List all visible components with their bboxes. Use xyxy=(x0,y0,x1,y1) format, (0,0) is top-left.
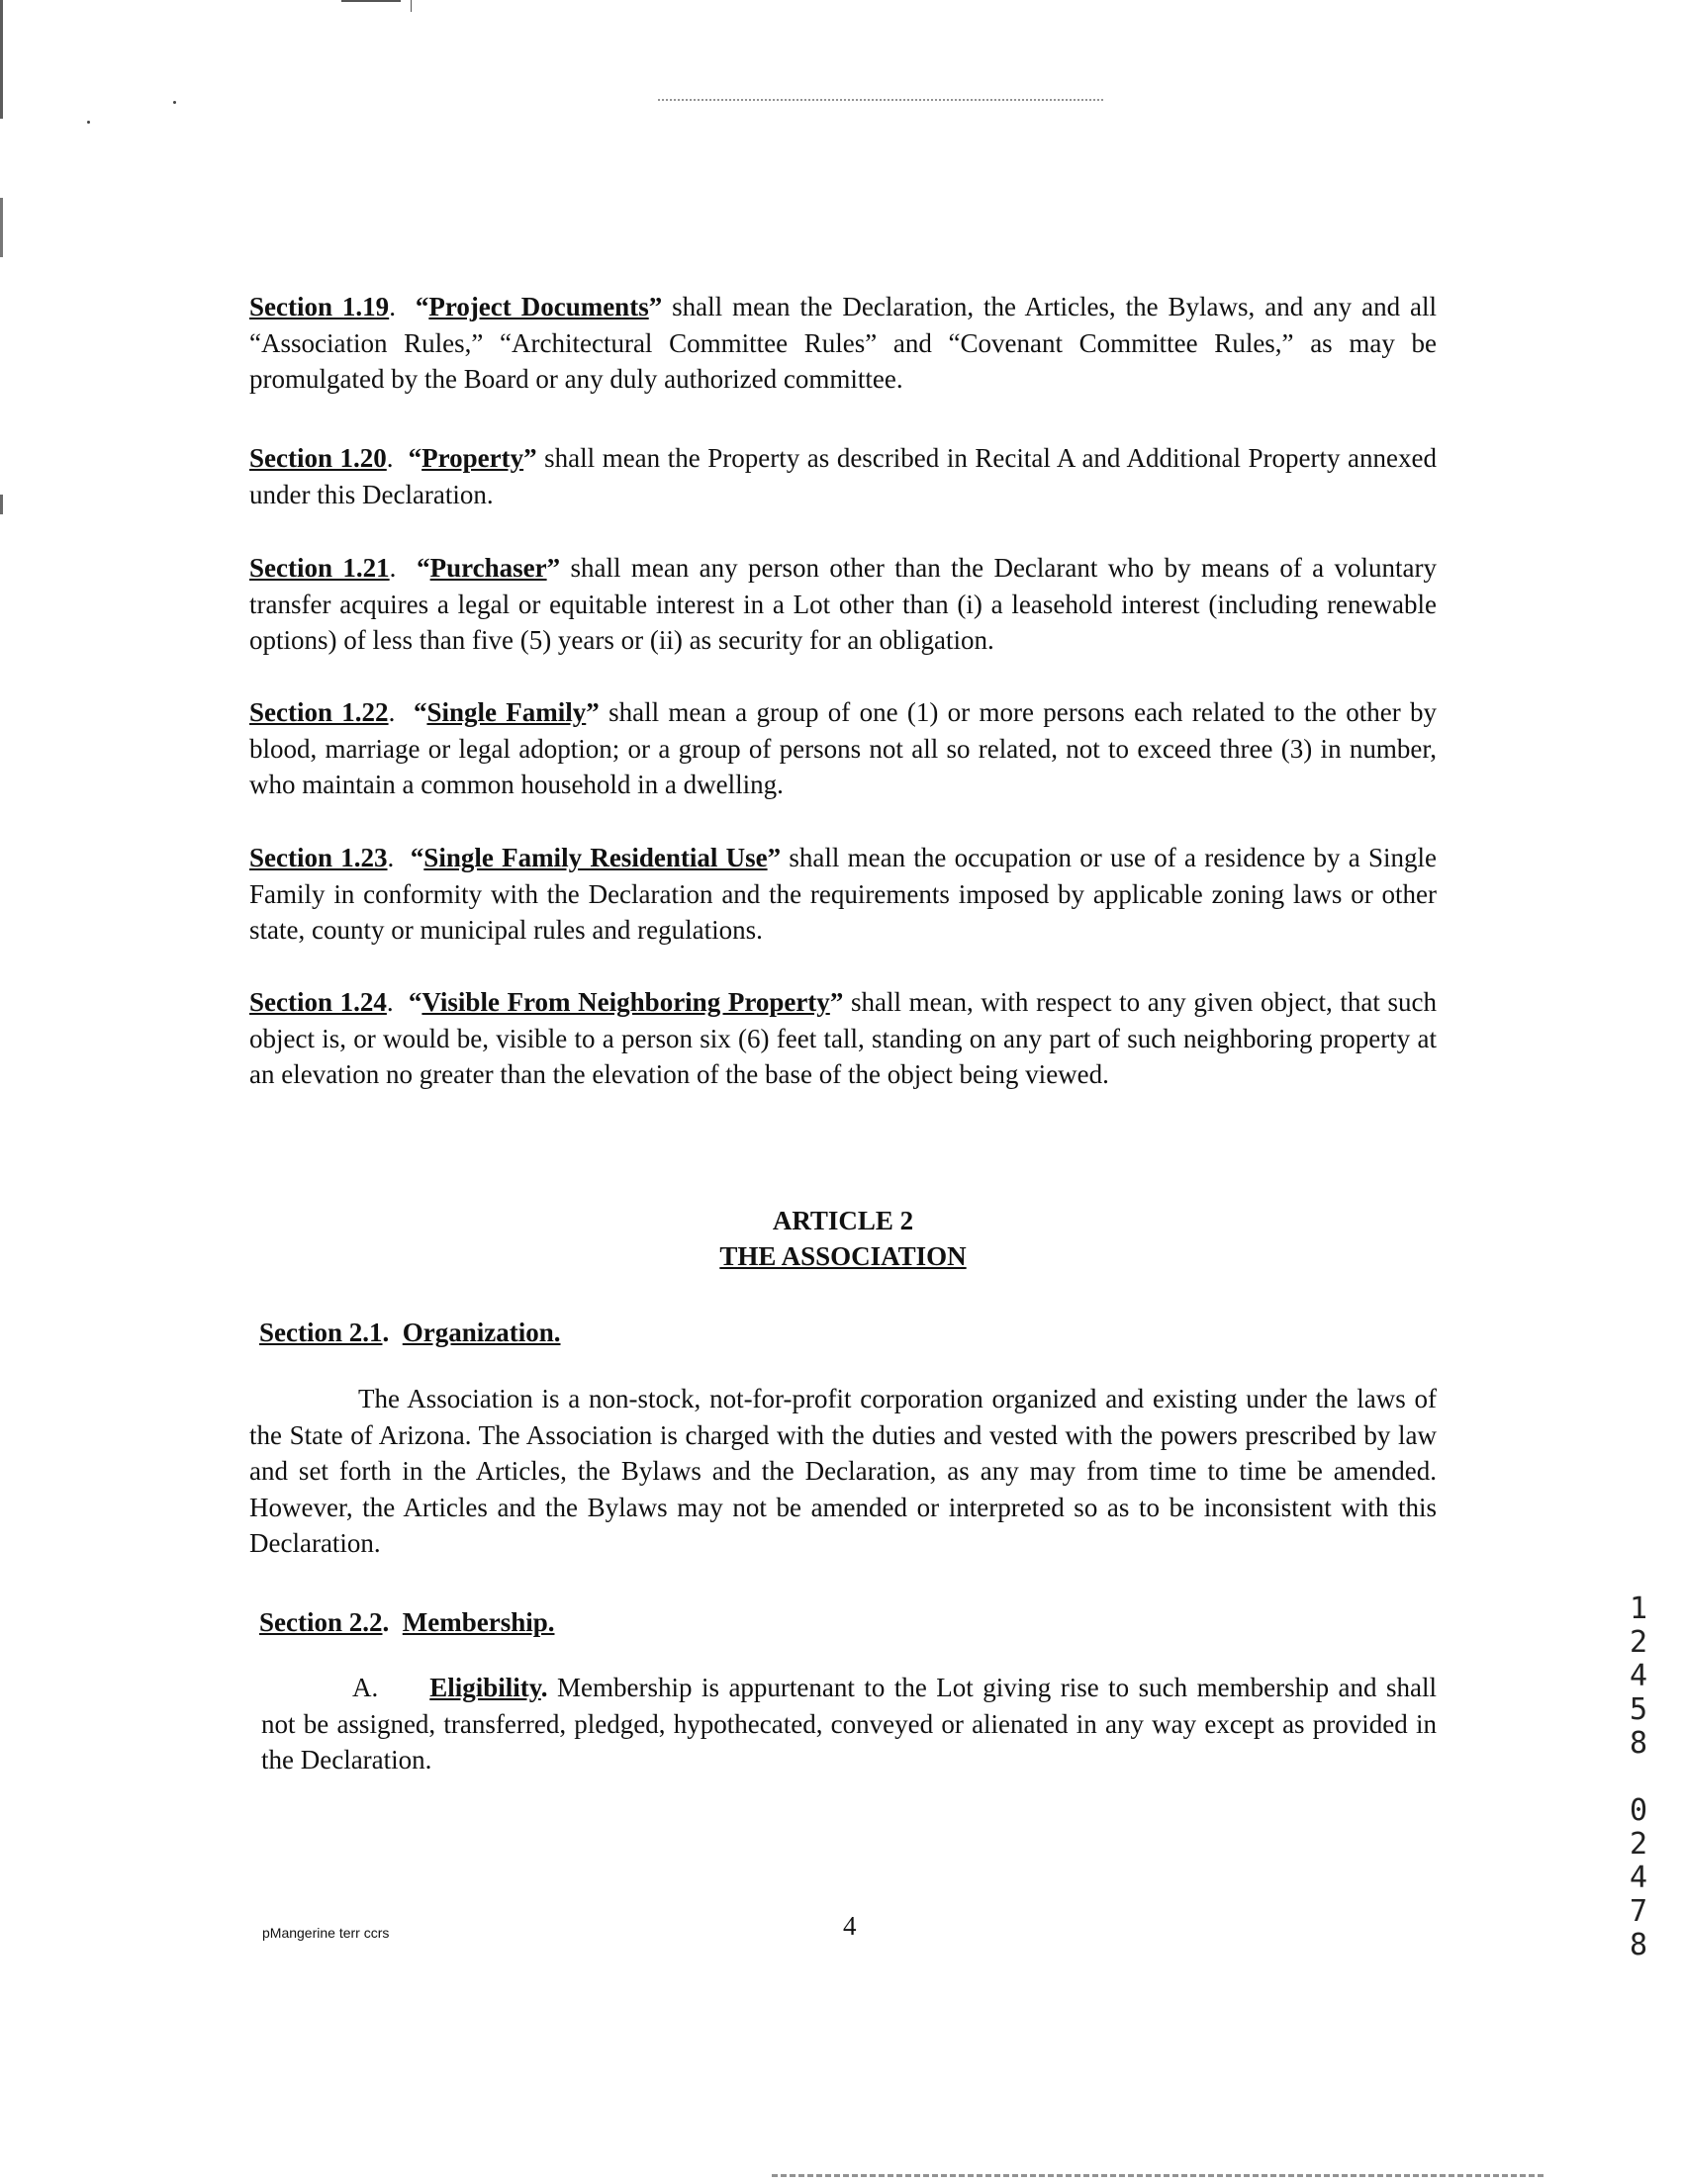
section-label: Section 1.19 xyxy=(249,292,390,321)
section-label: Section 1.22 xyxy=(249,697,389,727)
defined-term: “Property” xyxy=(408,443,537,473)
scan-speck xyxy=(87,121,90,124)
scan-edge-artifact xyxy=(0,0,3,2184)
article-title: THE ASSOCIATION xyxy=(719,1241,967,1271)
defined-term: “Purchaser” xyxy=(417,553,561,583)
footer-file-name: pMangerine terr ccrs xyxy=(262,1925,390,1941)
section-2-1-body: The Association is a non-stock, not-for-profit corporation organized and existing under the laws of the State of Arizona. The Association is charged with the duties and vested with the powers prescribed by law and set forth in the Articles, the Bylaws and the Declaration, as any may from time to time be amended. However, the Articles and the Bylaws may not be amended or interpreted so as to be inconsistent with this Declaration. xyxy=(249,1384,1437,1558)
section-text: shall mean any person other than the Declarant who by means of a voluntary transfer acquires a legal or equitable interest in a Lot other than (i) a leasehold interest (including renewable options) of less than five (5) years or (ii) as security for an obligation. xyxy=(249,553,1438,655)
article-heading xyxy=(249,1203,1437,1274)
defined-term: “Single Family Residential Use” xyxy=(410,843,782,872)
scan-bottom-artifact xyxy=(772,2174,1544,2177)
section-heading: Membership. xyxy=(402,1607,555,1637)
section-2-2-item-a xyxy=(261,1670,1437,1778)
section-text: shall mean the occupation or use of a residence by a Single Family in conformity with the Declaration and the requirements imposed by applicable zoning laws or other state, county or municipal rules and regulations. xyxy=(249,843,1437,945)
section-1-24: Section 1.24. “Visible From Neighboring Property” shall mean, with respect to any given object, that such object is, or would be, visible to a person six (6) feet tall, standing on any part of such neighboring property at an elevation no greater than the elevation of the base of the object being viewed. xyxy=(249,987,1438,1089)
section-1-22: Section 1.22. “Single Family” shall mean a group of one (1) or more persons each related to the other by blood, marriage or legal adoption; or a group of persons not all so related, not to exceed three (3) in number, who maintain a common household in a dwelling. xyxy=(249,697,1438,799)
scan-speck xyxy=(173,101,176,104)
section-text: shall mean, with respect to any given object, that such object is, or would be, visible to a person six (6) feet tall, standing on any part of such neighboring property at an elevation no greater than the elevation of the base of the object being viewed. xyxy=(249,987,1438,1089)
section-2-1-heading: Section 2.1. Organization. xyxy=(259,1318,561,1347)
defined-term: “Single Family” xyxy=(413,697,600,727)
item-heading: Eligibility. xyxy=(429,1673,548,1702)
scan-dotted-artifact xyxy=(658,99,1103,101)
section-text: shall mean the Declaration, the Articles, the Bylaws, and any and all “Association Rules,” “Architectural Committee Rules” and “Covenant Committee Rules,” as may be promulgated by the Board or any duly authorized committee. xyxy=(249,292,1437,394)
section-text: shall mean the Property as described in Recital A and Additional Property annexed under this Declaration. xyxy=(249,443,1437,509)
section-label: Section 1.21 xyxy=(249,553,390,583)
article-number: ARTICLE 2 xyxy=(772,1206,914,1235)
section-label: Section 1.23 xyxy=(249,843,388,872)
scan-top-artifact xyxy=(411,0,412,12)
recording-number-stamp: 1 2 4 5 8 0 2 4 7 8 xyxy=(1629,1592,1648,1962)
defined-term: “Project Documents” xyxy=(415,292,663,321)
section-1-20: Section 1.20. “Property” shall mean the Property as described in Recital A and Additional Property annexed under this Declaration. xyxy=(249,443,1437,509)
section-1-21: Section 1.21. “Purchaser” shall mean any person other than the Declarant who by means of a voluntary transfer acquires a legal or equitable interest in a Lot other than (i) a leasehold interest (including renewable options) of less than five (5) years or (ii) as security for an obligation. xyxy=(249,553,1438,655)
section-label: Section 2.1 xyxy=(259,1318,383,1347)
section-label: Section 2.2 xyxy=(259,1607,383,1637)
item-letter: A. xyxy=(352,1673,379,1702)
section-1-19: Section 1.19. “Project Documents” shall mean the Declaration, the Articles, the Bylaws, and any and all “Association Rules,” “Architectural Committee Rules” and “Covenant Committee Rules,” as may be promulgated by the Board or any duly authorized committee. xyxy=(249,292,1437,394)
page-number: 4 xyxy=(843,1911,857,1941)
scan-top-artifact xyxy=(341,0,401,2)
defined-term: “Visible From Neighboring Property” xyxy=(408,987,844,1017)
section-label: Section 1.24 xyxy=(249,987,387,1017)
section-2-2-heading: Section 2.2. Membership. xyxy=(259,1607,555,1637)
section-text: shall mean a group of one (1) or more persons each related to the other by blood, marriage or legal adoption; or a group of persons not all so related, not to exceed three (3) in number, who maintain a common household in a dwelling. xyxy=(249,697,1438,799)
section-1-23: Section 1.23. “Single Family Residential Use” shall mean the occupation or use of a residence by a Single Family in conformity with the Declaration and the requirements imposed by applicable zoning laws or other state, county or municipal rules and regulations. xyxy=(249,843,1437,945)
section-heading: Organization. xyxy=(402,1318,561,1347)
section-label: Section 1.20 xyxy=(249,443,387,473)
item-body: Membership is appurtenant to the Lot giving rise to such membership and shall not be assigned, transferred, pledged, hypothecated, conveyed or alienated in any way except as provided in the Declaration. xyxy=(261,1673,1437,1774)
